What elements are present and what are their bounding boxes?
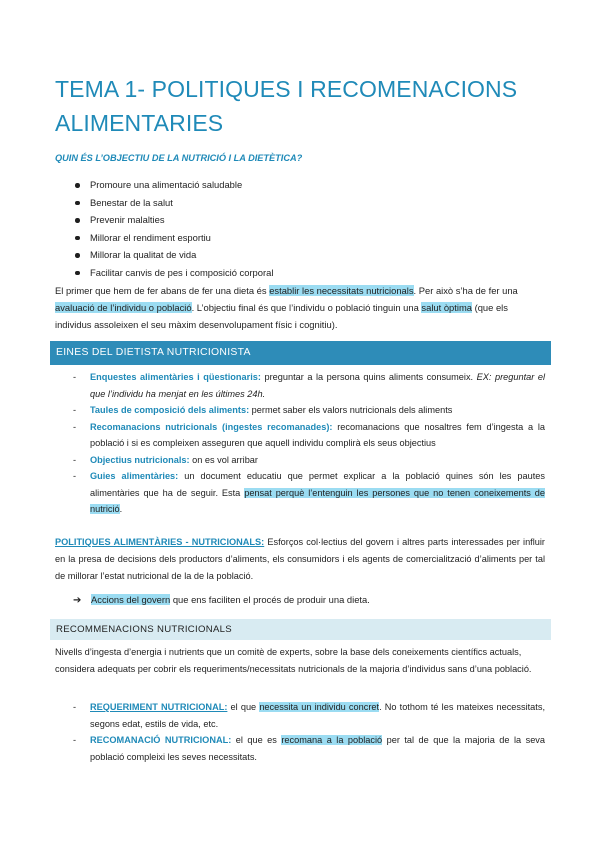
list-item: Benestar de la salut bbox=[75, 194, 273, 212]
arrow-note: ➔ Accions del govern que ens faciliten el procés de produir una dieta. bbox=[73, 591, 370, 609]
highlight: Accions del govern bbox=[91, 594, 171, 605]
list-item: - Recomanacions nutricionals (ingestes recomanades): recomanacions que nosaltres fem d’ingesta a la població i si es compleixen asseguren que aquell individu complirà els seus objectius bbox=[73, 421, 545, 448]
recommendations-intro: Nivells d’ingesta d’energia i nutrients que un comitè de experts, sobre la base dels coneixements científics actuals, considera adequats per cobrir els requeriments/necessitats nutricionals de la majoria d’individus sans d’una població. bbox=[55, 647, 532, 674]
list-item: - Taules de composició dels aliments: permet saber els valors nutricionals dels aliments bbox=[73, 405, 453, 415]
list-item: Millorar la qualitat de vida bbox=[75, 246, 273, 264]
arrow-right-icon: ➔ bbox=[73, 595, 82, 606]
policy-term: POLITIQUES ALIMENTÀRIES - NUTRICIONALS: bbox=[55, 537, 265, 547]
highlight: pensat perquè l’entenguin les persones que no tenen coneixements de nutrició bbox=[90, 487, 545, 514]
list-item: - Objectius nutricionals: on es vol arribar bbox=[73, 454, 258, 465]
bullet-icon bbox=[75, 236, 80, 241]
section-heading-recommendations: RECOMMENACIONS NUTRICIONALS bbox=[50, 619, 551, 640]
bullet-icon bbox=[75, 183, 80, 188]
list-item: - REQUERIMENT NUTRICIONAL: el que necessita un individu concret. No tothom té les mateixes necessitats, segons edat, estils de vida, etc. bbox=[73, 702, 545, 729]
section-heading-tools: EINES DEL DIETISTA NUTRICIONISTA bbox=[50, 341, 551, 365]
highlight: salut òptima bbox=[421, 302, 472, 313]
tools-list bbox=[73, 369, 545, 518]
policy-paragraph: POLITIQUES ALIMENTÀRIES - NUTRICIONALS: Esforços col·lectius del govern i altres parts interessades per influir en la presa de decisions dels productors d’aliments, els consumidors i els agents de comercialització d’aliments per tal de millorar l’estat nutricional de la de la població. bbox=[55, 537, 545, 581]
intro-paragraph: El primer que hem de fer abans de fer una dieta és establir les necessitats nutricionals. Per això s’ha de fer una avaluació de l’individu o població. L’objectiu final és que l’individu o població tinguin una salut òptima (que els individus assoleixen el seu màxim desenvolupament físic i cognitiu). bbox=[55, 285, 518, 330]
list-item: - RECOMANACIÓ NUTRICIONAL: el que es recomana a la població per tal de que la majoria de la seva població compleixi les seves necessitats. bbox=[73, 735, 546, 762]
highlight: necessita un individu concret bbox=[259, 702, 380, 712]
bullet-icon bbox=[75, 201, 80, 206]
list-item: - Enquestes alimentàries i qüestionaris: preguntar a la persona quins aliments consumeix. EX: preguntar el que l’individu ha menjat en les últimes 24h. bbox=[73, 372, 545, 399]
list-item: Prevenir malalties bbox=[75, 211, 273, 229]
objective-question: QUIN ÉS L’OBJECTIU DE LA NUTRICIÓ I LA DIETÈTICA? bbox=[55, 153, 303, 163]
list-item: - Guies alimentàries: un document educatiu que permet explicar a la població quines són les pautes alimentàries que ha de seguir. Esta pensat perquè l’entenguin les persones que no tenen coneixements de nutrició. bbox=[73, 471, 545, 514]
list-item: Millorar el rendiment esportiu bbox=[75, 229, 273, 247]
bullet-icon bbox=[75, 218, 80, 223]
bullet-icon bbox=[75, 271, 80, 276]
highlight: recomana a la població bbox=[281, 735, 383, 745]
page-title: TEMA 1- POLITIQUES I RECOMENACIONS ALIMENTARIES bbox=[55, 76, 518, 136]
recommendations-list bbox=[73, 699, 545, 765]
objectives-list bbox=[75, 176, 273, 281]
list-item: Facilitar canvis de pes i composició corporal bbox=[75, 264, 273, 282]
list-item: Promoure una alimentació saludable bbox=[75, 176, 273, 194]
highlight: establir les necessitats nutricionals bbox=[269, 285, 414, 296]
bullet-icon bbox=[75, 253, 80, 258]
highlight: avaluació de l’individu o població bbox=[55, 302, 192, 313]
